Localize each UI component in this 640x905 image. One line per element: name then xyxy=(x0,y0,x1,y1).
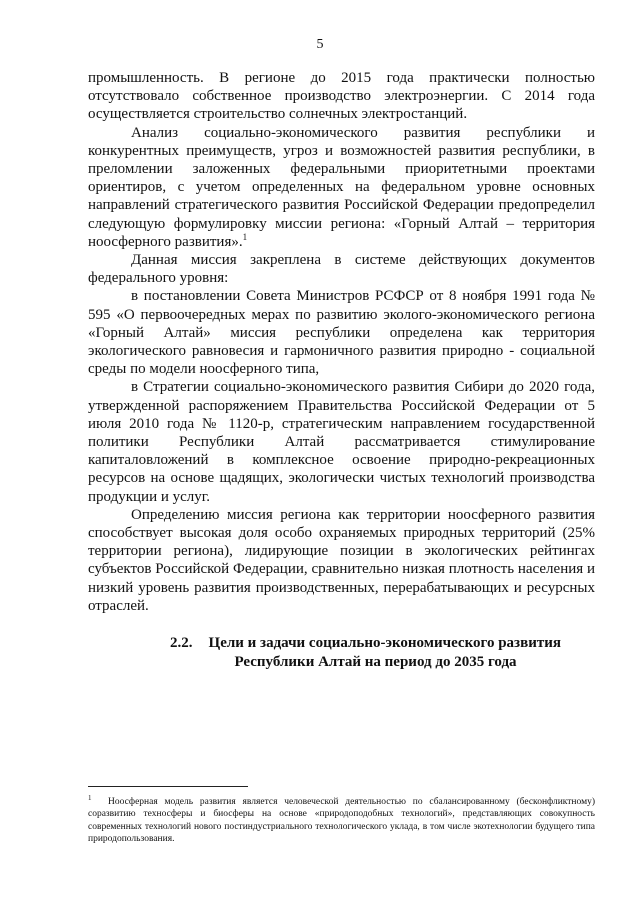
section-title-line-1: Цели и задачи социально-экономического развития xyxy=(208,635,561,652)
paragraph-2 xyxy=(88,124,595,251)
section-heading-line-1 xyxy=(88,634,595,653)
paragraph-2-text: Анализ социально-экономического развития республики и конкурентных преимуществ, угроз и возможностей развития республики, в преломлении заложенных федеральными приоритетными проектами ориентиров, с учетом определенных на федеральном уровне основных направлений стратегического развития Российской Федерации предопределил следующую формулировку миссии региона: «Горный Алтай – территория ноосферного развития». xyxy=(88,124,595,250)
paragraph-4: в постановлении Совета Министров РСФСР от 8 ноября 1991 года № 595 «О первоочередных мерах по развитию эколого-экономического региона «Горный Алтай» миссия республики определена как территория экологического равновесия и гармоничного развития природно - социальной среды по модели ноосферного типа, xyxy=(88,288,595,378)
paragraph-6: Определению миссия региона как территории ноосферного развития способствует высокая доля особо охраняемых природных территорий (25% территории региона), лидирующие позиции в экологических рейтингах субъектов Российской Федерации, сравнительно низкая плотность населения и низкий уровень развития производственных, перерабатывающих и ресурсных отраслей. xyxy=(88,506,595,614)
paragraph-1: промышленность. В регионе до 2015 года практически полностью отсутствовало собственное производство электроэнергии. С 2014 года осуществляется строительство солнечных электростанций. xyxy=(88,70,595,123)
page-number: 5 xyxy=(316,37,324,52)
paragraph-5: в Стратегии социально-экономического развития Сибири до 2020 года, утвержденной распоряжением Правительства Российской Федерации от 5 июля 2010 года № 1120-р, стратегическим направлением государственной политики Республики Алтай рассматривается стимулирование капиталовложений в комплексное освоение природно-рекреационных ресурсов на основе щадящих, экологически чистых технологий производства продукции и услуг. xyxy=(88,379,595,505)
section-heading xyxy=(88,634,595,672)
paragraph-3: Данная миссия закреплена в системе действующих документов федерального уровня: xyxy=(88,252,595,287)
section-number: 2.2. xyxy=(170,635,193,652)
section-title-line-2: Республики Алтай на период до 2035 года xyxy=(234,654,517,671)
footnote-divider xyxy=(88,786,248,787)
footnote-text: Ноосферная модель развития является человеческой деятельностью по сбалансированному (бесконфликтному) соразвитию техносферы и биосферы на основе «природоподобных технологий», представляющих совокупность современных технологий нового постиндустриального технологического уклада, в том числе экотехнологии будущего типа природопользования. xyxy=(88,797,595,845)
footnote: 1 Ноосферная модель развития является человеческой деятельностью по сбалансированному (бесконфликтному) соразвитию техносферы и биосферы на основе «природоподобных технологий», представляющих совокупность современных технологий нового постиндустриального технологического уклада, в том числе экотехнологии будущего типа природопользования. xyxy=(88,793,595,845)
document-body xyxy=(88,69,595,672)
footnote-reference[interactable]: 1 xyxy=(242,231,248,242)
